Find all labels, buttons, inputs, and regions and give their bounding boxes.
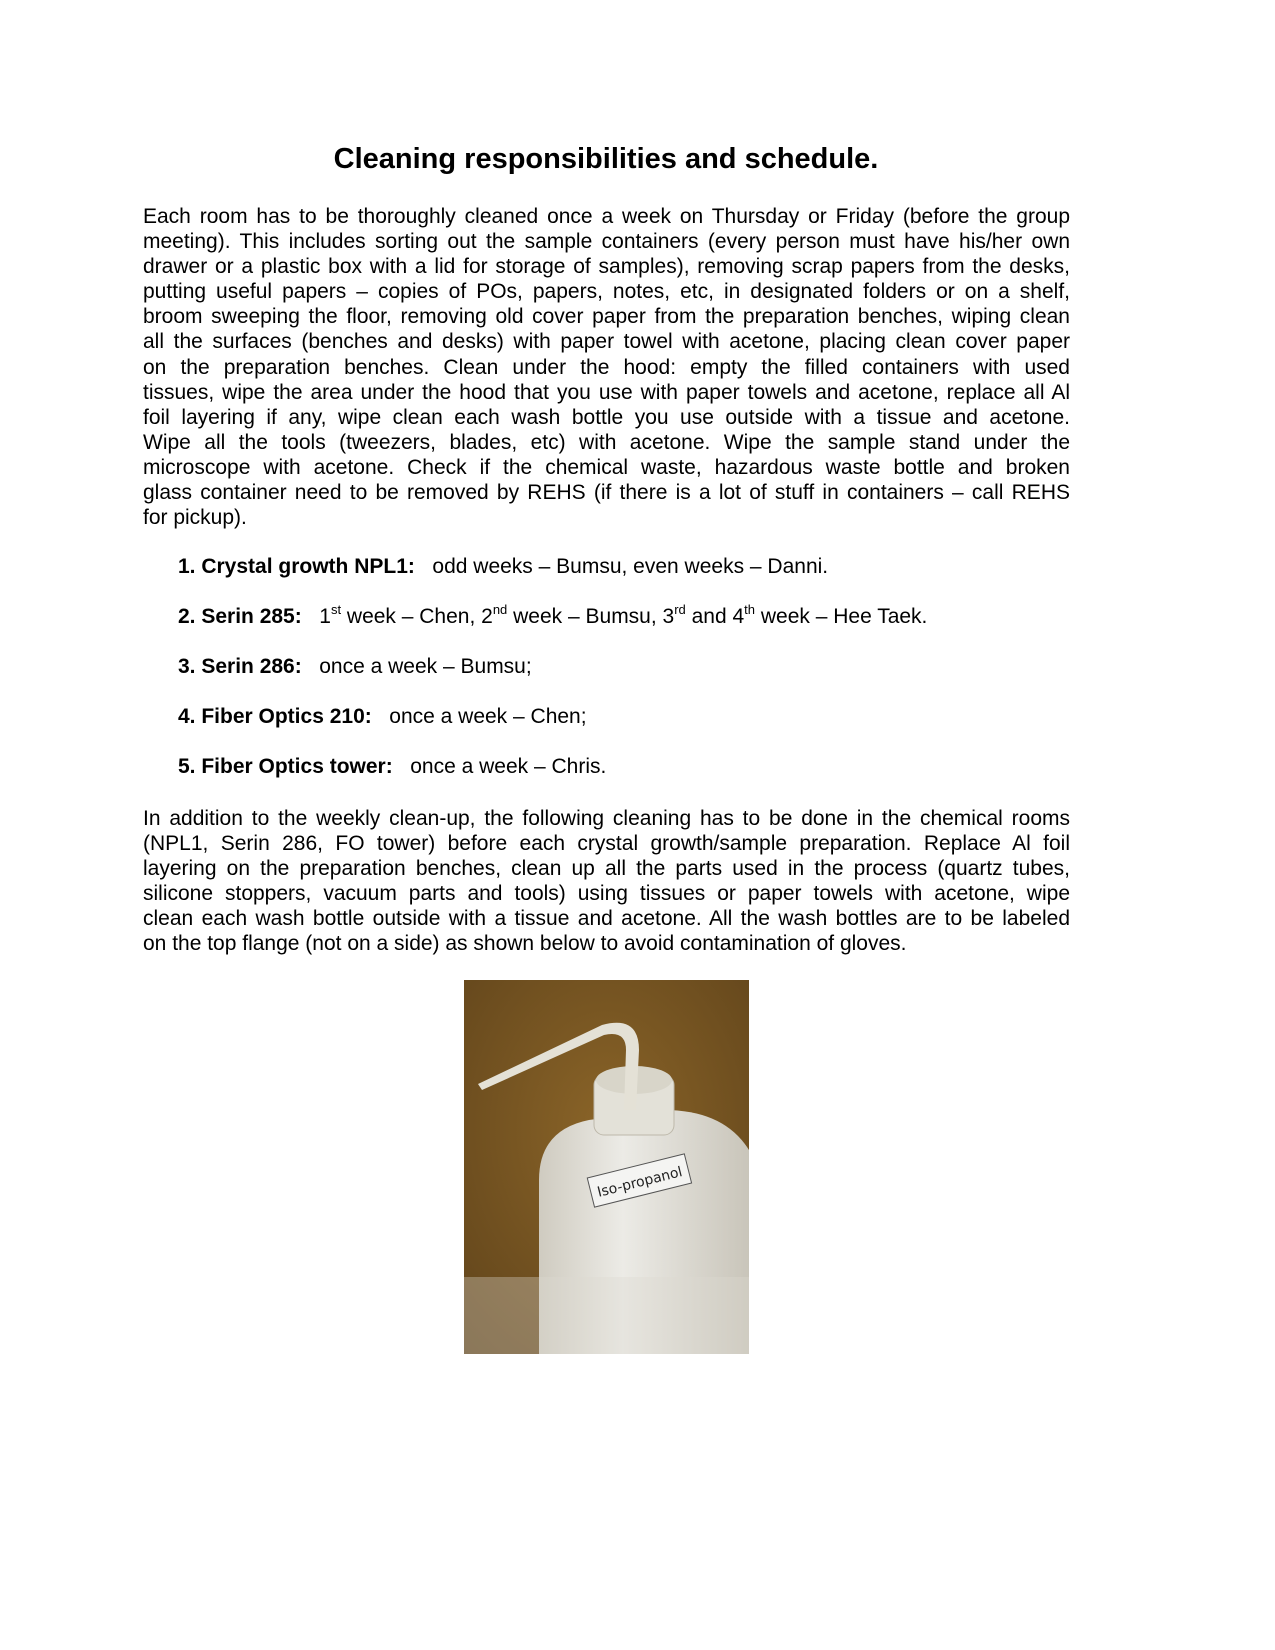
additional-cleaning-paragraph <box>143 806 1070 957</box>
text-line: broom sweeping the floor, removing old cover paper from the preparation benches, wiping clean <box>143 305 1070 329</box>
text-line: foil layering if any, wipe clean each wash bottle you use outside with a tissue and acetone. <box>143 405 1070 429</box>
text-line: layering on the preparation benches, clean up all the parts used in the process (quartz tubes, <box>143 857 1070 881</box>
page-title: Cleaning responsibilities and schedule. <box>333 143 879 175</box>
text-line: (NPL1, Serin 286, FO tower) before each crystal growth/sample preparation. Replace Al foil <box>143 832 1070 856</box>
schedule-room: 5. Fiber Optics tower: <box>178 755 393 778</box>
text-line: meeting). This includes sorting out the sample containers (every person must have his/her own <box>143 230 1070 254</box>
schedule-item-4 <box>178 705 587 729</box>
schedule-item-2 <box>178 602 928 629</box>
schedule-text: once a week – Chen; <box>389 705 587 728</box>
schedule-room: 2. Serin 285: <box>178 605 302 628</box>
schedule-item-5 <box>178 755 606 779</box>
schedule-item-1 <box>178 555 828 579</box>
wash-bottle-photo <box>464 980 749 1354</box>
text-line: putting useful papers – copies of POs, papers, notes, etc, in designated folders or on a shelf, <box>143 280 1070 304</box>
schedule-room: 1. Crystal growth NPL1: <box>178 555 415 578</box>
text-line: all the surfaces (benches and desks) with paper towel with acetone, placing clean cover paper <box>143 330 1070 354</box>
text-line: on the top flange (not on a side) as shown below to avoid contamination of gloves. <box>143 932 907 956</box>
schedule-text: odd weeks – Bumsu, even weeks – Danni. <box>432 555 829 578</box>
text-line: drawer or a plastic box with a lid for storage of samples), removing scrap papers from the desks, <box>143 255 1070 279</box>
schedule-item-3 <box>178 655 532 679</box>
text-line: tissues, wipe the area under the hood that you use with paper towels and acetone, replace all Al <box>143 380 1070 404</box>
text-line: on the preparation benches. Clean under the hood: empty the filled containers with used <box>143 355 1070 379</box>
text-line: Each room has to be thoroughly cleaned once a week on Thursday or Friday (before the group <box>143 205 1070 228</box>
text-line: microscope with acetone. Check if the chemical waste, hazardous waste bottle and broken <box>143 455 1070 479</box>
text-line: Wipe all the tools (tweezers, blades, etc) with acetone. Wipe the sample stand under the <box>143 430 1070 454</box>
schedule-text: 1st week – Chen, 2nd week – Bumsu, 3rd and 4th week – Hee Taek. <box>319 602 928 628</box>
schedule-room: 4. Fiber Optics 210: <box>178 705 372 728</box>
schedule-text: once a week – Chris. <box>410 755 607 778</box>
text-line: silicone stoppers, vacuum parts and tools) using tissues or paper towels with acetone, wipe <box>143 882 1070 906</box>
intro-paragraph <box>143 204 1070 530</box>
schedule-room: 3. Serin 286: <box>178 655 302 678</box>
text-line: In addition to the weekly clean-up, the following cleaning has to be done in the chemical rooms <box>143 807 1070 830</box>
schedule-text: once a week – Bumsu; <box>319 655 532 678</box>
bottle-label: Iso-propanol <box>595 1164 685 1201</box>
text-line: glass container need to be removed by REHS (if there is a lot of stuff in containers – call REHS <box>143 481 1070 505</box>
text-line: clean each wash bottle outside with a tissue and acetone. All the wash bottles are to be labeled <box>143 907 1070 931</box>
text-line: for pickup). <box>143 506 247 530</box>
